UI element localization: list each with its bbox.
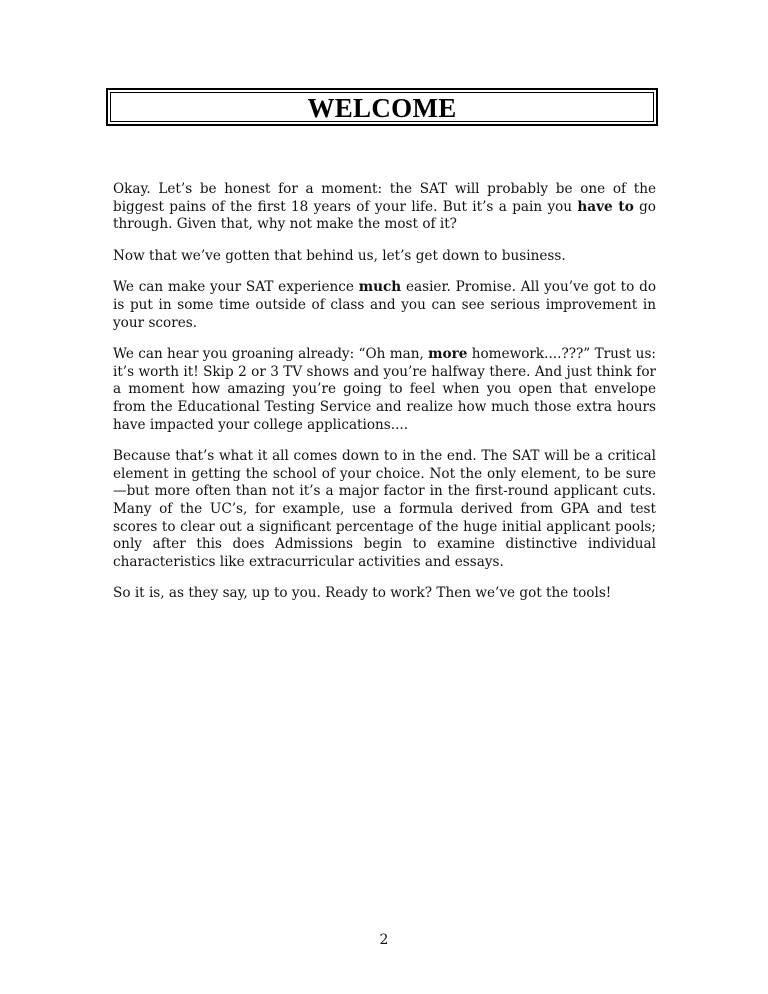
paragraph-5: Because that’s what it all comes down to in the end. The SAT will be a critical element in getting the school of your choice. Not the only element, to be sure—but more often than not it’s a major factor in the first-round applicant cuts. Many of the UC’s, for example, use a formula derived from GPA and test scores to clear out a significant percentage of the huge initial applicant pools; only after this does Admissions begin to examine distinctive individual characteristics like extracurricular activities and essays. xyxy=(113,448,656,570)
paragraph-2: Now that we’ve gotten that behind us, let’s get down to business. xyxy=(113,247,566,264)
paragraph-3 xyxy=(113,279,656,332)
paragraph-3-text-b: easier. Promise. All you’ve got to do is put in some time outside of class and you can see serious improvement in your scores. xyxy=(113,279,657,331)
paragraph-1-emphasis: have to xyxy=(577,198,634,215)
paragraph-4-emphasis: more xyxy=(428,346,468,363)
page-number: 2 xyxy=(379,932,389,948)
paragraph-1-text-b: go through. Given that, why not make the most of it? xyxy=(113,198,656,233)
page-title: WELCOME xyxy=(307,92,457,123)
paragraph-6: So it is, as they say, up to you. Ready to work? Then we’ve got the tools! xyxy=(113,585,612,602)
title-box xyxy=(106,88,658,126)
paragraph-4-text-b: homework....???” Trust us: it’s worth it! Skip 2 or 3 TV shows and you’re halfway there. And just think for a moment how amazing you’re going to feel when you open that envelope from the Educational Testing Service and realize how much those extra hours have impacted your college applications.... xyxy=(113,346,656,433)
body-text xyxy=(113,181,656,617)
paragraph-3-emphasis: much xyxy=(358,279,402,296)
paragraph-3-text-a: We can make your SAT experience xyxy=(113,279,359,296)
paragraph-1 xyxy=(113,181,656,234)
paragraph-1-text-a: Okay. Let’s be honest for a moment: the SAT will probably be one of the biggest pains of the first 18 years of your life. But it’s a pain you xyxy=(113,181,656,215)
paragraph-4-text-a: We can hear you groaning already: “Oh man, xyxy=(113,346,429,363)
paragraph-4 xyxy=(113,346,656,434)
